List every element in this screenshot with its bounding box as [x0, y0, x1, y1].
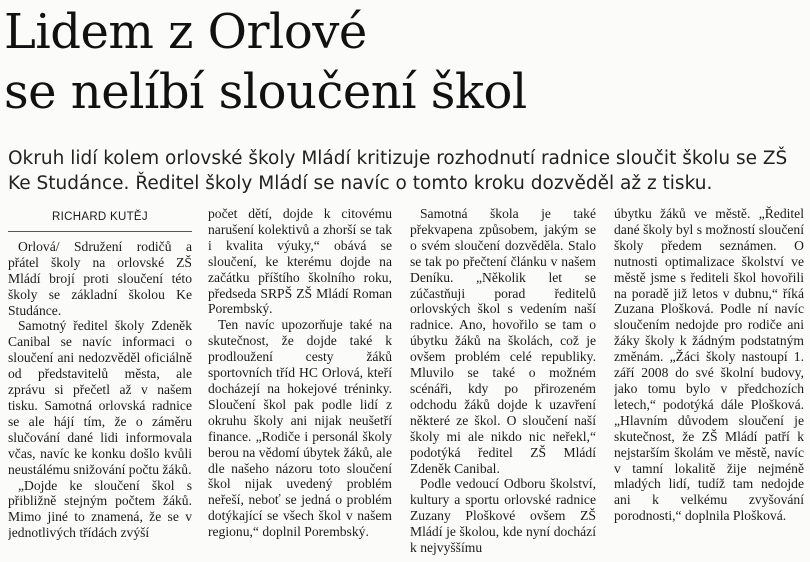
paragraph: Podle vedoucí Odboru školství, kultury a sportu orlovské radnice Zuzany Ploškové ovšem ZŠ Mládí je školou, kde nyní dochází k nejvyššímu [410, 476, 596, 556]
headline-line-2: se nelíbí sloučení škol [4, 64, 527, 120]
article-body [8, 204, 806, 560]
article-perex: Okruh lidí kolem orlovské školy Mládí kritizuje rozhodnutí radnice sloučit školu se ZŠ Ke Studánce. Ředitel školy Mládí se navíc o tomto kroku dozvěděl až z tisku. [8, 148, 788, 194]
column-1 [8, 204, 192, 560]
article-headline [4, 2, 804, 122]
column-2 [208, 206, 392, 562]
paragraph: úbytku žáků ve městě. „Ředitel dané školy byl s možností sloučení školy předem seznámen. O nutnosti optimalizace školství ve městě jsme s řediteli škol hovořili na poradě již letos v dubnu,“ říká Zuzana Plošková. Podle ní navíc sloučením nedojde pro rodiče ani žáky školy k žádným podstatným změnám. „Žáci školy nastoupí 1. září 2008 do své školní budovy, jako tomu bylo v předchozích letech,“ podotýká dále Plošková. „Hlavním důvodem sloučení je skutečnost, že ZŠ Mládí patří k nejstarším školám ve městě, navíc v tamní lokalitě žije nejméně mladých lidí, tudíž tam nedojde ani k velkému zvyšování porodnosti,“ doplnila Plošková. [614, 206, 804, 524]
byline: RICHARD KUTĚJ [8, 204, 192, 232]
column-4 [614, 206, 804, 562]
paragraph: Samotný ředitel školy Zdeněk Canibal se navíc informaci o sloučení ani nedozvěděl oficiálně od představitelů města, ale zprávu si přečetl až v našem tisku. Samotná orlovská radnice se ale hájí tím, že o záměru slučování dané lidi informovala včas, navíc ke konku došlo kvůli neustálému snižování počtu žáků. [8, 318, 192, 477]
paragraph: Ten navíc upozorňuje také na skutečnost, že dojde také k prodloužení cesty žáků sportovních tříd HC Orlová, kteří docházejí na hokejové tréninky. Sloučení škol pak podle lidí z okruhu školy ani nijak neušetří finance. „Rodiče i personál školy berou na vědomí úbytek žáků, ale dle našeho názoru toto sloučení škol nijak uvedený problém neřeší, neboť se jedná o problém dotýkající se všech škol v našem regionu,“ doplnil Porembský. [208, 317, 392, 540]
column-3 [410, 206, 596, 562]
paragraph: počet dětí, dojde k citovému narušení kolektivů a zhorší se tak i kvalita výuky,“ obává se sloučení, ke kterému dojde na začátku příštího školního roku, předseda SRPŠ ZŠ Mládí Roman Porembský. [208, 206, 392, 317]
paragraph: Orlová/ Sdružení rodičů a přátel školy na orlovské ZŠ Mládí brojí proti sloučení této školy se základní školou Ke Studánce. [8, 238, 192, 318]
headline-line-1: Lidem z Orlové [4, 4, 367, 60]
paragraph: Samotná škola je také překvapena způsobem, jakým se o svém sloučení dozvěděla. Stalo se tak po přečtení článku v našem Deníku. „Několik let se zúčastňuji porad ředitelů orlovských škol s vedením naší radnice. Ano, hovořilo se tam o úbytku žáků na školách, což je ovšem problém celé republiky. Mluvilo se také o možném scénáři, kdy po přirozeném odchodu žáků dojde k uzavření některé ze škol. O sloučení naší školy mi ale nikdo nic neřekl,“ podotýká ředitel ZŠ Mládí Zdeněk Canibal. [410, 206, 596, 476]
paragraph: „Dojde ke sloučení škol s přibližně stejným počtem žáků. Mimo jiné to znamená, že se v jednotlivých třídách zvýší [8, 477, 192, 541]
